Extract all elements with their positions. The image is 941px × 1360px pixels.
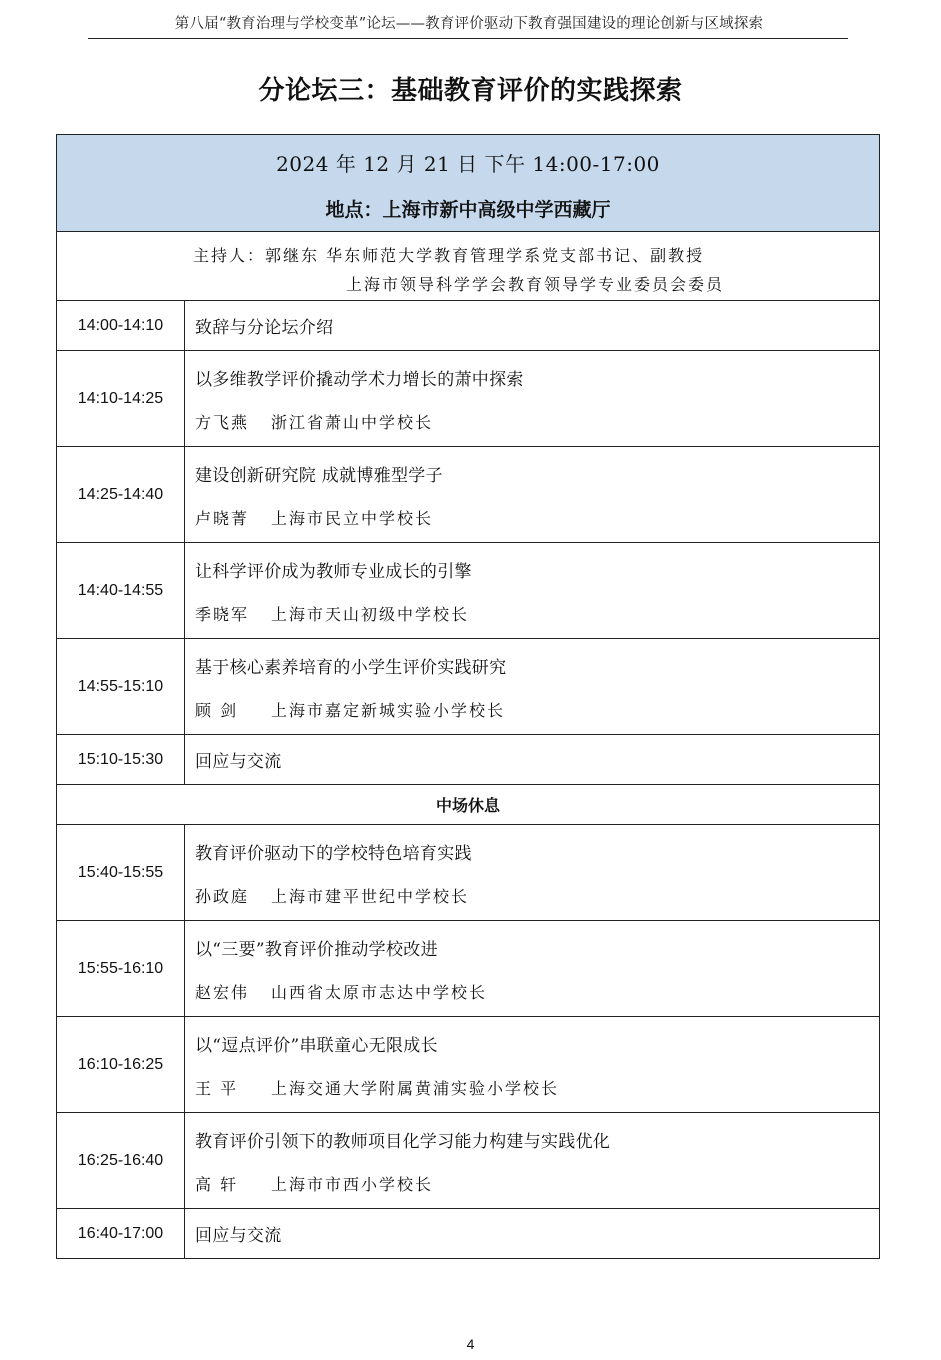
agenda-content xyxy=(185,639,880,735)
agenda-topic: 以“三要”教育评价推动学校改进 xyxy=(195,939,438,960)
agenda-table xyxy=(56,134,880,1259)
host-line-2: 上海市领导科学学会教育领导学专业委员会委员 xyxy=(346,275,725,294)
speaker-name: 卢晓菁 xyxy=(195,508,250,528)
agenda-time: 14:55-15:10 xyxy=(57,639,185,735)
header-divider xyxy=(88,38,848,39)
speaker-name: 顾 剑 xyxy=(195,700,239,720)
agenda-topic: 让科学评价成为教师专业成长的引擎 xyxy=(195,561,472,582)
agenda-row xyxy=(57,735,880,785)
agenda-row xyxy=(57,825,880,921)
session-datetime: 2024 年 12 月 21 日 下午 14:00-17:00 xyxy=(276,152,660,176)
agenda-content xyxy=(185,1113,880,1209)
agenda-time: 14:10-14:25 xyxy=(57,351,185,447)
agenda-speaker xyxy=(195,602,879,625)
speaker-name: 季晓军 xyxy=(195,604,250,624)
agenda-time: 15:40-15:55 xyxy=(57,825,185,921)
agenda-row xyxy=(57,351,880,447)
agenda-content xyxy=(185,543,880,639)
agenda-time: 15:10-15:30 xyxy=(57,735,185,785)
agenda-speaker xyxy=(195,980,879,1003)
agenda-time: 14:00-14:10 xyxy=(57,301,185,351)
agenda-topic: 回应与交流 xyxy=(195,752,282,772)
speaker-name: 孙政庭 xyxy=(195,886,250,906)
agenda-row xyxy=(57,639,880,735)
agenda-time: 14:25-14:40 xyxy=(57,447,185,543)
agenda-speaker xyxy=(195,506,879,529)
agenda-time: 14:40-14:55 xyxy=(57,543,185,639)
agenda-topic: 建设创新研究院 成就博雅型学子 xyxy=(195,465,443,486)
page-number: 4 xyxy=(466,1336,475,1352)
agenda-topic: 以多维教学评价撬动学术力增长的萧中探索 xyxy=(195,369,524,390)
agenda-row xyxy=(57,1017,880,1113)
page-title: 分论坛三：基础教育评价的实践探索 xyxy=(258,76,683,106)
agenda-speaker xyxy=(195,698,879,721)
agenda-topic: 以“逗点评价”串联童心无限成长 xyxy=(195,1035,438,1056)
speaker-name: 方飞燕 xyxy=(195,412,250,432)
running-header: 第八届“教育治理与学校变革”论坛——教育评价驱动下教育强国建设的理论创新与区域探索 xyxy=(174,16,764,32)
agenda-topic: 致辞与分论坛介绍 xyxy=(195,318,334,338)
host-row xyxy=(57,232,880,301)
agenda-speaker xyxy=(195,1076,879,1099)
agenda-time: 15:55-16:10 xyxy=(57,921,185,1017)
agenda-row xyxy=(57,301,880,351)
agenda-content xyxy=(185,351,880,447)
agenda-topic: 回应与交流 xyxy=(195,1226,282,1246)
agenda-row xyxy=(57,543,880,639)
speaker-affiliation: 浙江省萧山中学校长 xyxy=(271,412,434,432)
session-location: 地点：上海市新中高级中学西藏厅 xyxy=(325,199,611,221)
speaker-affiliation: 上海市嘉定新城实验小学校长 xyxy=(271,700,506,720)
agenda-row xyxy=(57,1209,880,1259)
agenda-topic: 教育评价驱动下的学校特色培育实践 xyxy=(195,843,472,864)
banner-row xyxy=(57,135,880,232)
speaker-affiliation: 上海市天山初级中学校长 xyxy=(271,604,470,624)
speaker-name: 赵宏伟 xyxy=(195,982,250,1002)
break-label: 中场休息 xyxy=(57,785,880,825)
agenda-content xyxy=(185,825,880,921)
agenda-row xyxy=(57,447,880,543)
agenda-row xyxy=(57,1113,880,1209)
agenda-time: 16:25-16:40 xyxy=(57,1113,185,1209)
agenda-content xyxy=(185,1209,880,1259)
agenda-content xyxy=(185,921,880,1017)
agenda-time: 16:10-16:25 xyxy=(57,1017,185,1113)
agenda-speaker xyxy=(195,410,879,433)
agenda-speaker xyxy=(195,1172,879,1195)
speaker-affiliation: 上海市建平世纪中学校长 xyxy=(271,886,470,906)
speaker-affiliation: 上海市市西小学校长 xyxy=(271,1174,434,1194)
agenda-content xyxy=(185,1017,880,1113)
speaker-name: 高 轩 xyxy=(195,1174,239,1194)
speaker-name: 王 平 xyxy=(195,1078,239,1098)
agenda-content xyxy=(185,447,880,543)
agenda-topic: 教育评价引领下的教师项目化学习能力构建与实践优化 xyxy=(195,1131,611,1152)
speaker-affiliation: 上海交通大学附属黄浦实验小学校长 xyxy=(271,1078,560,1098)
agenda-content xyxy=(185,735,880,785)
break-row xyxy=(57,785,880,825)
agenda-speaker xyxy=(195,884,879,907)
speaker-affiliation: 上海市民立中学校长 xyxy=(271,508,434,528)
host-cell xyxy=(57,232,880,301)
agenda-topic: 基于核心素养培育的小学生评价实践研究 xyxy=(195,657,507,678)
banner-cell xyxy=(57,135,880,232)
host-line-1: 主持人：郭继东 华东师范大学教育管理学系党支部书记、副教授 xyxy=(193,246,705,265)
agenda-time: 16:40-17:00 xyxy=(57,1209,185,1259)
speaker-affiliation: 山西省太原市志达中学校长 xyxy=(271,982,488,1002)
agenda-row xyxy=(57,921,880,1017)
agenda-content xyxy=(185,301,880,351)
host-block xyxy=(57,232,879,300)
